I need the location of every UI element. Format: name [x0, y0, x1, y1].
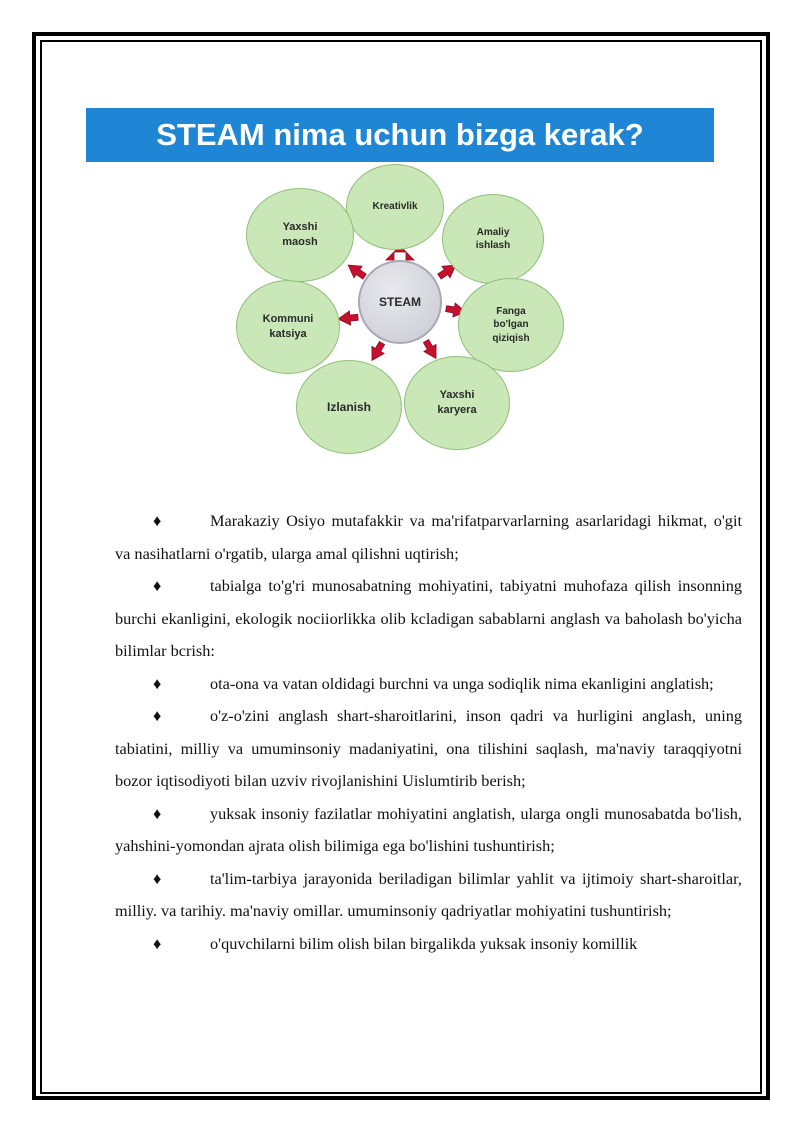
diamond-bullet-icon: ♦ [153, 868, 162, 888]
list-item: ♦ ota-ona va vatan oldidagi burchni va unga sodiqlik nima ekanligini anglatish; [115, 668, 742, 701]
steam-diagram [230, 160, 570, 460]
diamond-bullet-icon: ♦ [153, 576, 162, 595]
list-item: ♦ Marakaziy Osiyo mutafakkir va ma'rifatparvarlarning asarlaridagi hikmat, o'git va nasihatlarni o'rgatib, ularga amal qilishni uqtirish; [115, 505, 742, 570]
bullet-list [115, 505, 742, 960]
node-fanga-qiziqish: Fanga bo'lgan qiziqish [458, 278, 564, 372]
list-item: ♦ yuksak insoniy fazilatlar mohiyatini anglatish, ularga ongli munosabatda bo'lish, yahshini-yomondan ajrata olish bilimiga ega bo'lishini tushuntirish; [115, 798, 742, 863]
node-amaliy-ishlash: Amaliy ishlash [442, 194, 544, 284]
list-item: ♦ tabialga to'g'ri munosabatning mohiyatini, tabiyatni muhofaza qilish insonning burchi ekanligini, ekologik nociiorlikka olib kcladigan sabablarni anglash va baholash bo'yicha bilimlar bcrish: [115, 570, 742, 668]
diamond-bullet-icon: ♦ [153, 673, 162, 693]
arrow-icon [366, 340, 388, 364]
diamond-bullet-icon: ♦ [153, 803, 162, 823]
diamond-bullet-icon: ♦ [153, 933, 162, 953]
title-banner: STEAM nima uchun bizga kerak? [86, 108, 714, 162]
list-item: ♦ o'quvchilarni bilim olish bilan birgalikda yuksak insoniy komillik [115, 928, 742, 961]
list-item: ♦ ta'lim-tarbiya jarayonida beriladigan bilimlar yahlit va ijtimoiy shart-sharoitlar, milliy. va tarihiy. ma'naviy omillar. umuminsoniy qadriyatlar mohiyatini tushuntirish; [115, 863, 742, 928]
node-yaxshi-maosh: Yaxshi maosh [246, 188, 354, 282]
node-yaxshi-karyera: Yaxshi karyera [404, 356, 510, 450]
list-item: ♦ o'z-o'zini anglash shart-sharoitlarini, inson qadri va hurligini anglash, uning tabiatini, milliy va umuminsoniy madaniyatini, ona tilishini saqlash, ma'naviy taraqqiyotni bozor iqtisodiyoti bilan uzviv rivojlanishini Uislumtirib berish; [115, 700, 742, 798]
steam-center-node: STEAM [358, 260, 442, 344]
diamond-bullet-icon: ♦ [153, 706, 162, 725]
arrow-icon [337, 310, 358, 326]
node-kreativlik: Kreativlik [346, 164, 444, 250]
diamond-bullet-icon: ♦ [153, 511, 162, 530]
node-kommunikatsiya: Kommuni katsiya [236, 280, 340, 374]
node-izlanish: Izlanish [296, 360, 402, 454]
